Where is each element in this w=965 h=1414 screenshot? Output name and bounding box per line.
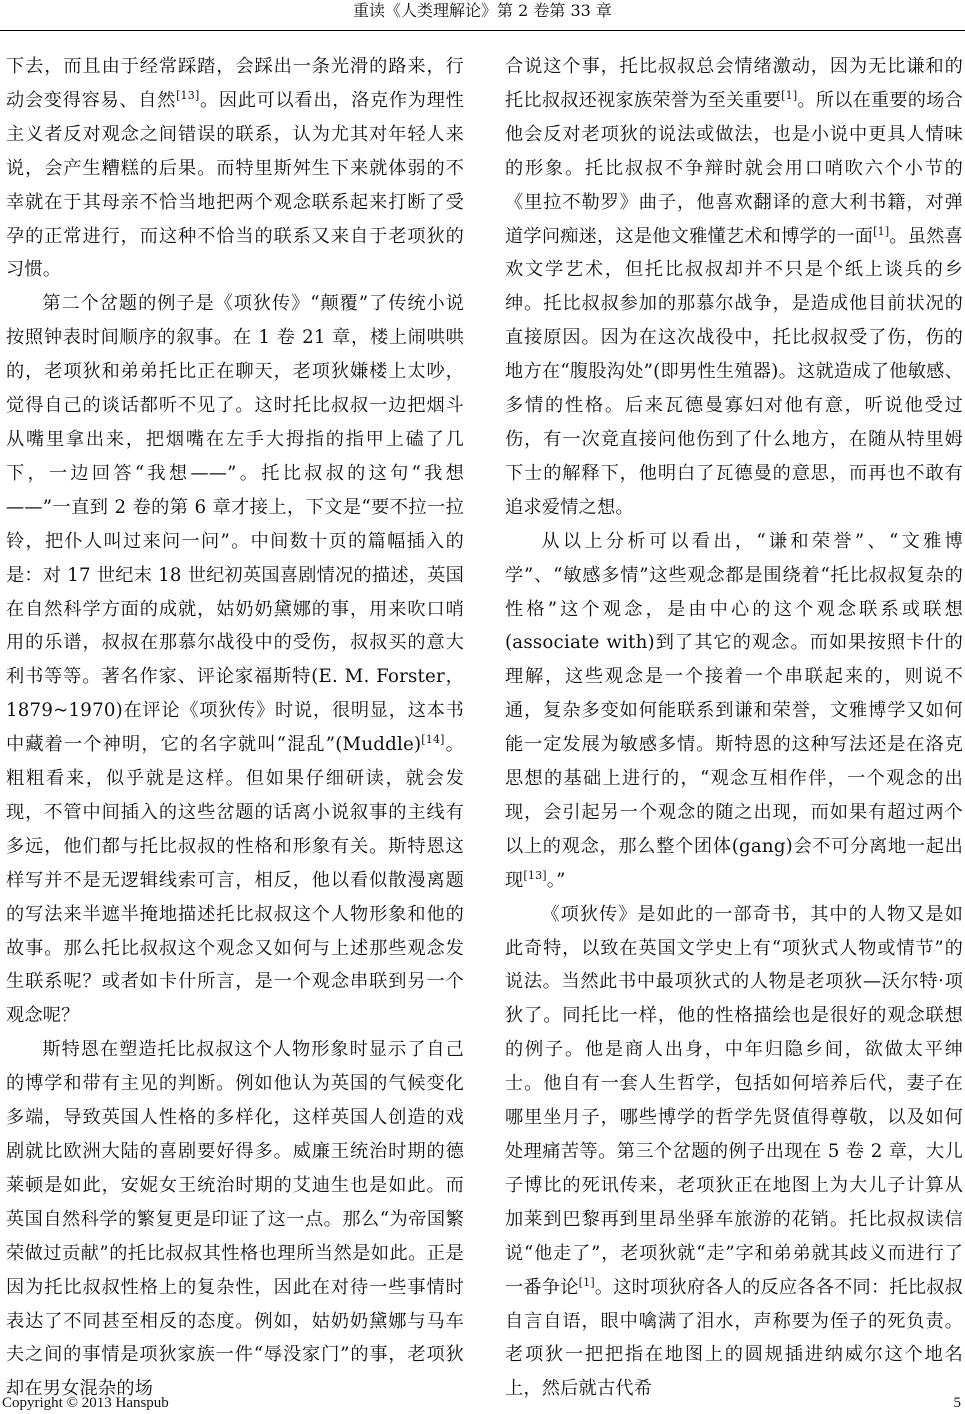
body-text: 合说这个事，托比叔叔总会情绪激动，因为无比谦和的托比叔叔还视家族荣誉为至关重要: [505, 56, 963, 111]
page-footer: [0, 1393, 965, 1414]
citation-ref: [13]: [523, 868, 547, 882]
body-text: 下去，而且由于经常踩踏，会踩出一条光滑的路来，行动会变得容易、自然: [6, 56, 464, 111]
body-text: 从以上分析可以看出，“谦和荣誉”、“文雅博学”、“敏感多情”这些观念都是围绕着“托比叔叔复杂的性格”这个观念，是由中心的这个观念联系或联想(associate with)到了其它的观念。而如果按照卡什的理解，这些观念是一个接着一个串联起来的，则说不通，复杂多变如何能联系到谦和荣誉，文雅博学又如何能一定发展为敏感多情。斯特恩的这种写法还是在洛克思想的基础上进行的，“观念互相作伴，一个观念的出现，会引起另一个观念的随之出现，而如果有超过两个以上的观念，那么整个团体(gang)会不可分离地一起出现: [505, 530, 963, 891]
body-text: 。虽然喜欢文学艺术，但托比叔叔却并不只是个纸上谈兵的乡绅。托比叔叔参加的那慕尔战争，是造成他目前状况的直接原因。因为在这次战役中，托比叔叔受了伤，伤的地方在“腹股沟处”(即男性生殖器)。这就造成了他敏感、多情的性格。后来瓦德曼寡妇对他有意，听说他受过伤，有一次竟直接问他伤到了什么地方，在随从特里姆下士的解释下，他明白了瓦德曼的意思，而再也不敢有追求爱情之想。: [505, 225, 963, 518]
running-header-title: 重读《人类理解论》第 2 卷第 33 章: [353, 1, 612, 20]
body-text: 。因此可以看出，洛克作为理性主义者反对观念之间错误的联系，认为尤其对年轻人来说，会产生糟糕的后果。而特里斯舛生下来就体弱的不幸就在于其母亲不恰当地把两个观念联系起来打断了受孕的正常进行，而这种不恰当的联系又来自于老项狄的习惯。: [6, 89, 464, 281]
body-paragraph: [505, 525, 963, 898]
body-paragraph: [6, 50, 464, 287]
body-text: 。所以在重要的场合他会反对老项狄的说法或做法，也是小说中更具人情味的形象。托比叔叔不争辩时就会用口哨吹六个小节的《里拉不勒罗》曲子，他喜欢翻译的意大利书籍，对弹道学问痴迷，这是他文雅懂艺术和博学的一面: [505, 89, 963, 247]
running-header: [0, 0, 965, 31]
body-paragraph: [6, 1033, 464, 1406]
body-paragraph: [6, 287, 464, 1033]
right-column: [505, 50, 963, 1406]
left-column: [6, 50, 464, 1406]
body-text: 。这时项狄府各人的反应各各不同：托比叔叔自言自语，眼中噙满了泪水，声称要为侄子的死负责。老项狄一把把指在地图上的圆规插进纳威尔这个地名上，然后就古代希: [505, 1276, 963, 1400]
citation-ref: [1]: [873, 224, 890, 238]
page-number: 5: [953, 1395, 961, 1411]
body-text: 。粗粗看来，似乎就是这样。但如果仔细研读，就会发现，不管中间插入的这些岔题的话离小说叙事的主线有多远，他们都与托比叔叔的性格和形象有关。斯特恩这样写并不是无逻辑线索可言，相反，他以看似散漫离题的写法来半遮半掩地描述托比叔叔这个人物形象和他的故事。那么托比叔叔这个观念又如何与上述那些观念发生联系呢？或者如卡什所言，是一个观念串联到另一个观念呢？: [6, 734, 464, 1027]
body-text: 《项狄传》是如此的一部奇书，其中的人物又是如此奇特，以致在英国文学史上有“项狄式人物或情节”的说法。当然此书中最项狄式的人物是老项狄—沃尔特·项狄了。同托比一样，他的性格描绘也是很好的观念联想的例子。他是商人出身，中年归隐乡间，欲做太平绅士。他自有一套人生哲学，包括如何培养后代，妻子在哪里坐月子，哪些博学的哲学先贤值得尊敬，以及如何处理痛苦等。第三个岔题的例子出现在 5 卷 2 章，大儿子博比的死讯传来，老项狄正在地图上为大儿子计算从加莱到巴黎再到里昂坐驿车旅游的花销。托比叔叔读信说“他走了”，老项狄就“走”字和弟弟就其歧义而进行了一番争论: [505, 903, 963, 1298]
body-paragraph: [505, 898, 963, 1407]
citation-ref: [1]: [578, 1275, 595, 1289]
body-text: 第二个岔题的例子是《项狄传》“颠覆”了传统小说按照钟表时间顺序的叙事。在 1 卷 21 章，楼上闹哄哄的，老项狄和弟弟托比正在聊天，老项狄嫌楼上太吵，觉得自己的谈话都听不见了。这时托比叔叔一边把烟斗从嘴里拿出来，把烟嘴在左手大拇指的指甲上磕了几下，一边回答“我想——”。托比叔叔的这句“我想——”一直到 2 卷的第 6 章才接上，下文是“要不拉一拉铃，把仆人叫过来问一问”。中间数十页的篇幅插入的是：对 17 世纪末 18 世纪初英国喜剧情况的描述，英国在自然科学方面的成就，姑奶奶黛娜的事，用来吹口哨用的乐谱，叔叔在那慕尔战役中的受伤，叔叔买的意大利书等等。著名作家、评论家福斯特(E. M. Forster，1879~1970)在评论《项狄传》时说，很明显，这本书中藏着一个神明，它的名字就叫“混乱”(Muddle): [6, 293, 464, 756]
body-paragraph: [505, 50, 963, 525]
citation-ref: [1]: [781, 88, 798, 102]
copyright-notice: Copyright © 2013 Hanspub: [2, 1395, 169, 1411]
citation-ref: [14]: [421, 733, 445, 747]
body-text: 斯特恩在塑造托比叔叔这个人物形象时显示了自己的博学和带有主见的判断。例如他认为英国的气候变化多端，导致英国人性格的多样化，这样英国人创造的戏剧就比欧洲大陆的喜剧要好得多。威廉王统治时期的德莱顿是如此，安妮女王统治时期的艾迪生也是如此。而英国自然科学的繁复更是印证了这一点。那么“为帝国繁荣做过贡献”的托比叔叔其性格也理所当然是如此。正是因为托比叔叔性格上的复杂性，因此在对待一些事情时表达了不同甚至相反的态度。例如，姑奶奶黛娜与马车夫之间的事情是项狄家族一件“辱没家门”的事，老项狄却在男女混杂的场: [6, 1039, 464, 1400]
body-text: 。”: [546, 869, 566, 891]
citation-ref: [13]: [176, 88, 200, 102]
